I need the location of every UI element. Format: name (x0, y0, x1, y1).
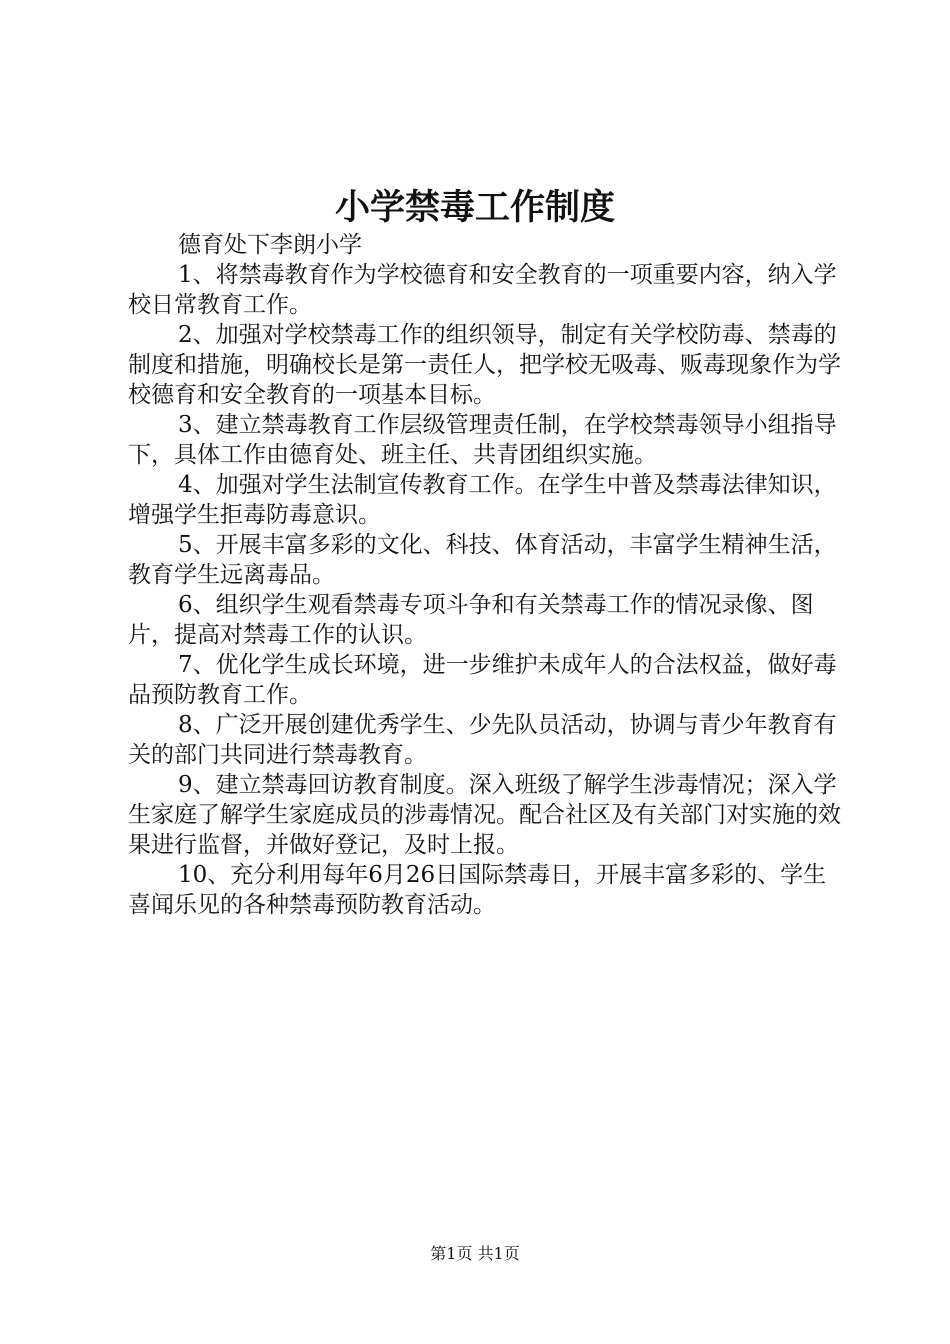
rule-paragraph-7: 7、优化学生成长环境，进一步维护未成年人的合法权益，做好毒品预防教育工作。 (128, 652, 837, 708)
document-title: 小学禁毒工作制度 (334, 187, 615, 228)
rule-paragraph-3: 3、建立禁毒教育工作层级管理责任制，在学校禁毒领导小组指导下，具体工作由德育处、班主任、共青团组织实施。 (128, 412, 837, 468)
school-line: 德育处下李朗小学 (178, 232, 362, 258)
rule-paragraph-2: 2、加强对学校禁毒工作的组织领导，制定有关学校防毒、禁毒的制度和措施，明确校长是第一责任人，把学校无吸毒、贩毒现象作为学校德育和安全教育的一项基本目标。 (128, 322, 841, 408)
rule-paragraph-9: 9、建立禁毒回访教育制度。深入班级了解学生涉毒情况；深入学生家庭了解学生家庭成员的涉毒情况。配合社区及有关部门对实施的效果进行监督，并做好登记，及时上报。 (128, 772, 841, 858)
page-number-footer: 第1页 共1页 (430, 1244, 520, 1263)
rule-paragraph-10: 10、充分利用每年6月26日国际禁毒日，开展丰富多彩的、学生喜闻乐见的各种禁毒预防教育活动。 (128, 862, 827, 918)
rule-paragraph-4: 4、加强对学生法制宣传教育工作。在学生中普及禁毒法律知识，增强学生拒毒防毒意识。 (128, 472, 837, 528)
rule-paragraph-8: 8、广泛开展创建优秀学生、少先队员活动，协调与青少年教育有关的部门共同进行禁毒教育。 (128, 712, 837, 768)
rule-paragraph-1: 1、将禁毒教育作为学校德育和安全教育的一项重要内容，纳入学校日常教育工作。 (128, 262, 837, 318)
document-body (128, 230, 848, 920)
rule-paragraph-5: 5、开展丰富多彩的文化、科技、体育活动，丰富学生精神生活，教育学生远离毒品。 (128, 532, 837, 588)
rule-paragraph-6: 6、组织学生观看禁毒专项斗争和有关禁毒工作的情况录像、图片，提高对禁毒工作的认识。 (128, 592, 814, 648)
